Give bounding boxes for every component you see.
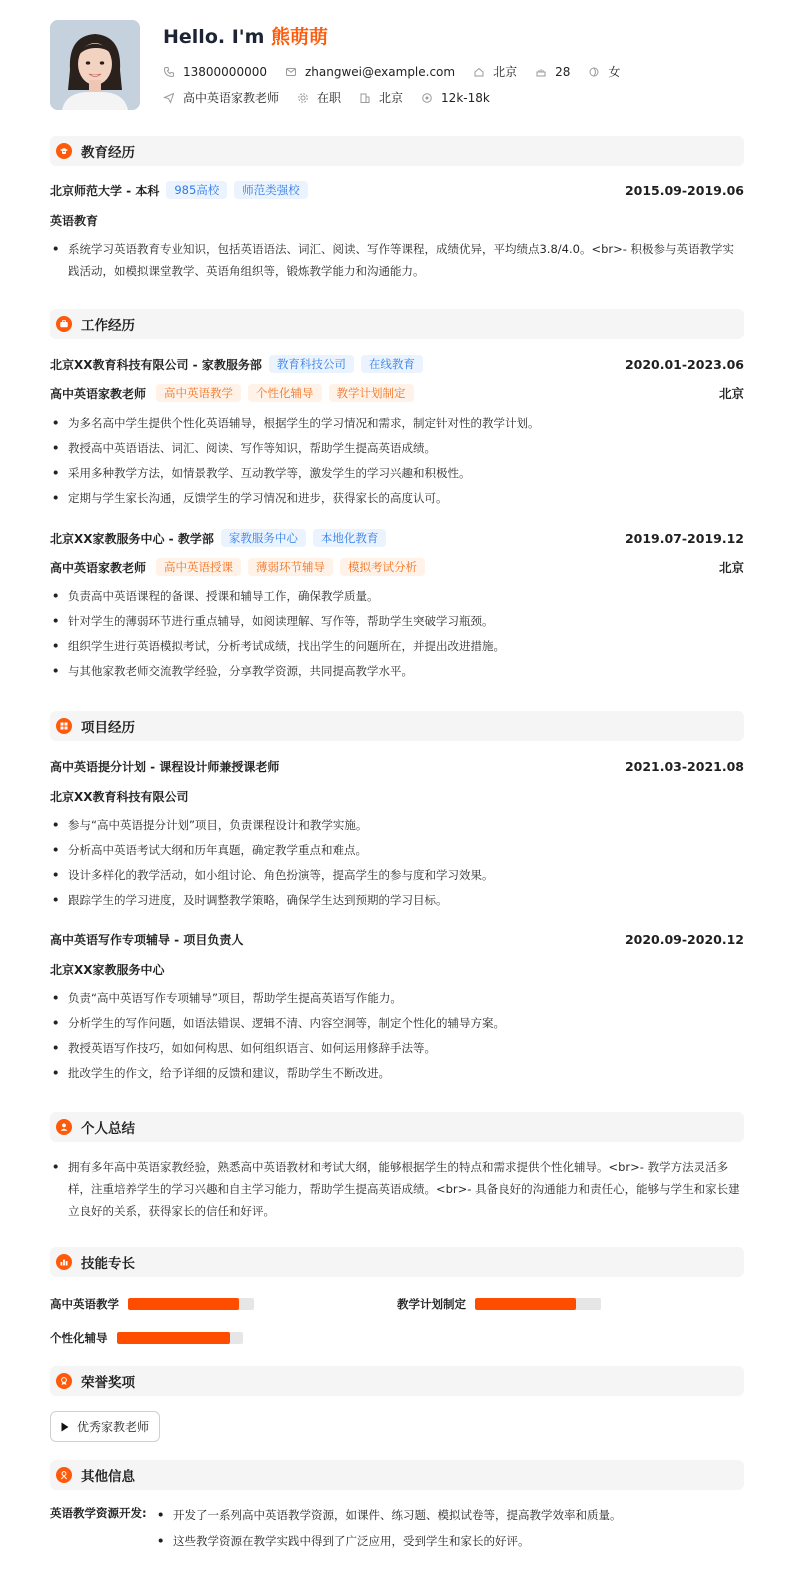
list-item: • 分析高中英语考试大纲和历年真题，确定教学重点和难点。 xyxy=(50,838,744,863)
city-text: 北京 xyxy=(493,65,518,79)
major-name: 英语教育 xyxy=(50,214,99,228)
company-tag: 家教服务中心 xyxy=(221,529,306,547)
job-date: 2019.07-2019.12 xyxy=(624,530,744,546)
other-section-title: 其他信息 xyxy=(81,1469,135,1485)
list-item: • 批改学生的作文，给予详细的反馈和建议，帮助学生不断改进。 xyxy=(50,1061,744,1086)
medal-icon xyxy=(56,1373,72,1389)
list-item: • 拥有多年高中英语家教经验，熟悉高中英语教材和考试大纲，能够根据学生的特点和需求提供个性化辅导。<br>- 教学方法灵活多样，注重培养学生的学习兴趣和自主学习能力，帮助学生提高英语成绩。<br>- 具备良好的沟通能力和责任心，能够与学生和家长建立良好的关系，获得家长的信任和好评。 xyxy=(50,1156,744,1222)
user-icon xyxy=(56,1119,72,1135)
summary-section-title: 个人总结 xyxy=(81,1121,135,1137)
graduation-cap-icon xyxy=(56,143,72,159)
job-location: 北京 xyxy=(718,560,744,575)
phone-item xyxy=(163,65,267,79)
job-item xyxy=(163,89,279,106)
skill-name: 教学计划制定 xyxy=(397,1297,466,1311)
education-major-row xyxy=(50,212,744,229)
award-name: 优秀家教老师 xyxy=(77,1420,150,1434)
work-city-item xyxy=(359,89,403,106)
list-item: • 这些教学资源在教学实践中得到了广泛应用，受到学生和家长的好评。 xyxy=(155,1528,744,1554)
phone-icon xyxy=(163,66,175,78)
job-role-row xyxy=(50,384,744,402)
list-item: • 负责高中英语课程的备课、授课和辅导工作，确保教学质量。 xyxy=(50,584,744,609)
role-tag: 个性化辅导 xyxy=(248,384,322,402)
avatar xyxy=(50,20,140,110)
company-tag: 教育科技公司 xyxy=(269,355,354,373)
grid-icon xyxy=(56,718,72,734)
phone-number: 13800000000 xyxy=(183,64,267,79)
job-row xyxy=(163,89,508,106)
job-company-row xyxy=(50,355,744,373)
award-item xyxy=(50,1411,160,1442)
project-org-row xyxy=(50,961,744,978)
list-item: • 教授高中英语语法、词汇、阅读、写作等知识，帮助学生提高英语成绩。 xyxy=(50,436,744,461)
summary-section-header xyxy=(50,1112,744,1142)
education-section-header xyxy=(50,136,744,166)
greeting-title xyxy=(163,22,328,49)
company-name: 北京XX教育科技有限公司 - 家教服务部 xyxy=(50,357,262,372)
awards-section-header xyxy=(50,1366,744,1396)
coin-icon xyxy=(421,92,433,104)
skills-section-header xyxy=(50,1247,744,1277)
role-tag: 薄弱环节辅导 xyxy=(248,558,333,576)
gender-text: 女 xyxy=(608,65,621,79)
skill-bar-fill xyxy=(475,1298,576,1310)
list-item: • 定期与学生家长沟通，反馈学生的学习情况和进步，获得家长的高度认可。 xyxy=(50,486,744,511)
project-bullets xyxy=(50,813,744,913)
mail-icon xyxy=(285,66,297,78)
candidate-name: 熊萌萌 xyxy=(271,26,329,48)
cake-icon xyxy=(535,66,547,78)
company-tag: 本地化教育 xyxy=(313,529,387,547)
skill-name: 高中英语教学 xyxy=(50,1297,119,1311)
list-item: • 采用多种教学方法，如情景教学、互动教学等，激发学生的学习兴趣和积极性。 xyxy=(50,461,744,486)
role-tag: 高中英语授课 xyxy=(156,558,241,576)
education-school-row xyxy=(50,181,744,199)
school-tag: 师范类强校 xyxy=(234,181,308,199)
list-item: • 负责“高中英语写作专项辅导”项目，帮助学生提高英语写作能力。 xyxy=(50,986,744,1011)
projects-section-header xyxy=(50,711,744,741)
city-item xyxy=(473,63,517,80)
project-bullets xyxy=(50,986,744,1086)
skill-bar-fill xyxy=(128,1298,239,1310)
age-item xyxy=(535,65,570,79)
status-text: 在职 xyxy=(317,91,342,105)
avatar-photo-icon xyxy=(50,20,140,110)
play-triangle-icon xyxy=(61,1422,69,1432)
role-name: 高中英语家教老师 xyxy=(50,560,147,575)
role-tag: 教学计划制定 xyxy=(329,384,414,402)
education-date: 2015.09-2019.06 xyxy=(624,182,744,198)
badge-icon xyxy=(56,1467,72,1483)
other-section-header xyxy=(50,1460,744,1490)
projects-section-title: 项目经历 xyxy=(81,720,135,736)
skill-item xyxy=(50,1330,243,1346)
list-item: • 设计多样化的教学活动，如小组讨论、角色扮演等，提高学生的参与度和学习效果。 xyxy=(50,863,744,888)
list-item: • 跟踪学生的学习进度，及时调整教学策略，确保学生达到预期的学习目标。 xyxy=(50,888,744,913)
project-name: 高中英语提分计划 - 课程设计师兼授课老师 xyxy=(50,760,280,774)
project-date: 2021.03-2021.08 xyxy=(624,759,744,774)
work-section-header xyxy=(50,309,744,339)
work-city-text: 北京 xyxy=(379,91,404,105)
list-item: • 系统学习英语教育专业知识，包括英语语法、词汇、阅读、写作等课程，成绩优异，平均绩点3.8/4.0。<br>- 积极参与英语教学实践活动，如模拟课堂教学、英语角组织等，锻炼教学能力和沟通能力。 xyxy=(50,238,744,282)
role-tag: 模拟考试分析 xyxy=(340,558,425,576)
gender-item xyxy=(588,63,620,80)
skill-item xyxy=(50,1296,254,1312)
list-item: • 开发了一系列高中英语教学资源，如课件、练习题、模拟试卷等，提高教学效率和质量。 xyxy=(155,1502,744,1528)
list-item: • 组织学生进行英语模拟考试，分析考试成绩，找出学生的问题所在，并提出改进措施。 xyxy=(50,634,744,659)
work-section-title: 工作经历 xyxy=(81,318,135,334)
contact-row xyxy=(163,63,638,80)
gender-icon xyxy=(588,66,600,78)
role-name: 高中英语家教老师 xyxy=(50,386,147,401)
company-name: 北京XX家教服务中心 - 教学部 xyxy=(50,531,214,546)
skill-item xyxy=(397,1296,601,1312)
job-title: 高中英语家教老师 xyxy=(183,91,280,105)
education-bullets xyxy=(50,238,744,282)
project-date: 2020.09-2020.12 xyxy=(624,932,744,947)
send-icon xyxy=(163,92,175,104)
project-org: 北京XX家教服务中心 xyxy=(50,963,165,977)
other-info-label: 英语教学资源开发: xyxy=(50,1506,147,1520)
job-date: 2020.01-2023.06 xyxy=(624,356,744,372)
salary-item xyxy=(421,91,490,105)
project-name-row xyxy=(50,758,744,775)
list-item: • 为多名高中学生提供个性化英语辅导，根据学生的学习情况和需求，制定针对性的教学计划。 xyxy=(50,411,744,436)
email-item xyxy=(285,65,455,79)
greeting-text: Hello. I'm xyxy=(163,26,271,48)
email-address: zhangwei@example.com xyxy=(304,64,456,79)
job-bullets xyxy=(50,584,744,684)
job-role-row xyxy=(50,558,744,576)
skills-section-title: 技能专长 xyxy=(81,1256,135,1272)
project-org-row xyxy=(50,788,744,805)
skill-bar xyxy=(475,1298,601,1310)
salary-text: 12k-18k xyxy=(441,90,490,105)
home-icon xyxy=(473,66,485,78)
list-item: • 分析学生的写作问题，如语法错误、逻辑不清、内容空洞等，制定个性化的辅导方案。 xyxy=(50,1011,744,1036)
job-location: 北京 xyxy=(718,386,744,401)
other-info-bullets xyxy=(155,1502,744,1554)
project-name-row xyxy=(50,931,744,948)
list-item: • 针对学生的薄弱环节进行重点辅导，如阅读理解、写作等，帮助学生突破学习瓶颈。 xyxy=(50,609,744,634)
list-item: • 与其他家教老师交流教学经验，分享教学资源，共同提高教学水平。 xyxy=(50,659,744,684)
list-item: • 教授英语写作技巧，如如何构思、如何组织语言、如何运用修辞手法等。 xyxy=(50,1036,744,1061)
gear-icon xyxy=(297,92,309,104)
building-icon xyxy=(359,92,371,104)
school-tag: 985高校 xyxy=(166,181,227,199)
skill-name: 个性化辅导 xyxy=(50,1331,108,1345)
status-item xyxy=(297,89,341,106)
age-text: 28 xyxy=(555,64,571,79)
summary-bullets xyxy=(50,1156,744,1222)
job-bullets xyxy=(50,411,744,511)
skill-bar-fill xyxy=(117,1332,230,1344)
bar-chart-icon xyxy=(56,1254,72,1270)
company-tag: 在线教育 xyxy=(361,355,423,373)
school-name: 北京师范大学 - 本科 xyxy=(50,183,160,198)
job-company-row xyxy=(50,529,744,547)
list-item: • 参与“高中英语提分计划”项目，负责课程设计和教学实施。 xyxy=(50,813,744,838)
skill-bar xyxy=(128,1298,254,1310)
profile-header xyxy=(50,20,744,110)
briefcase-icon xyxy=(56,316,72,332)
skill-bar xyxy=(117,1332,243,1344)
education-section-title: 教育经历 xyxy=(81,145,135,161)
project-org: 北京XX教育科技有限公司 xyxy=(50,790,189,804)
project-name: 高中英语写作专项辅导 - 项目负责人 xyxy=(50,933,244,947)
role-tag: 高中英语教学 xyxy=(156,384,241,402)
awards-section-title: 荣誉奖项 xyxy=(81,1375,135,1391)
